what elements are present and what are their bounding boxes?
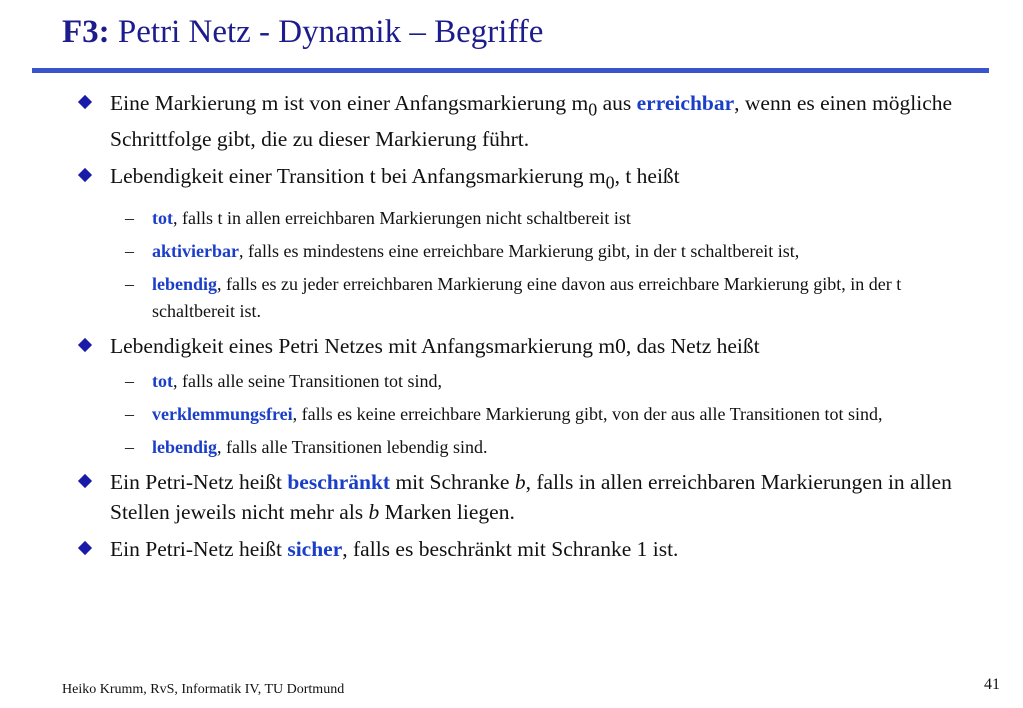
diamond-bullet-icon (78, 338, 92, 352)
bullet-list (0, 88, 1023, 571)
bullet-item (110, 161, 983, 197)
bullet-item (110, 331, 983, 361)
bullet-text: , falls t in allen erreichbaren Markierungen nicht schaltbereit ist (173, 207, 631, 228)
sub-bullet-item (125, 434, 983, 461)
sub-bullet-item (125, 401, 983, 428)
keyword-term: beschränkt (287, 469, 391, 494)
bullet-text: , falls es mindestens eine erreichbare Markierung gibt, in der t schaltbereit ist, (239, 240, 800, 261)
bullet-item (110, 534, 983, 564)
bullet-text: , falls es zu jeder erreichbaren Markierung eine davon aus erreichbare Markierung gibt, in der t schaltbereit ist. (152, 273, 902, 321)
bullet-text: , t heißt (614, 164, 680, 189)
sub-bullet-item (125, 205, 983, 232)
keyword-term: lebendig (152, 273, 218, 294)
diamond-bullet-icon (78, 541, 92, 555)
keyword-term: sicher (287, 536, 343, 561)
sub-bullet-item (125, 368, 983, 395)
bullet-text: b (368, 499, 380, 524)
bullet-item (110, 88, 983, 154)
bullet-text: Ein Petri-Netz heißt (110, 536, 288, 561)
dash-bullet: – (125, 370, 134, 391)
keyword-term: erreichbar (636, 91, 735, 115)
title-text: Petri Netz - Dynamik – Begriffe (117, 14, 544, 50)
page-number: 41 (984, 676, 1000, 693)
dash-bullet: – (125, 207, 134, 228)
sub-bullet-item (125, 238, 983, 265)
bullet-text: , falls in allen erreichbaren Markierungen in allen Stellen jeweils nicht mehr als (110, 469, 952, 524)
bullet-text: mit Schranke (390, 469, 515, 494)
bullet-text: , falls alle seine Transitionen tot sind, (173, 370, 442, 391)
dash-bullet: – (125, 240, 134, 261)
title-prefix: F3: (62, 14, 110, 50)
subscript: 0 (588, 99, 598, 120)
diamond-bullet-icon (78, 168, 92, 182)
bullet-text: , falls es keine erreichbare Markierung gibt, von der aus alle Transitionen tot sind, (292, 403, 883, 424)
slide-title (62, 14, 543, 51)
sub-bullet-item (125, 271, 983, 325)
keyword-term: tot (152, 370, 173, 391)
bullet-text: Marken liegen. (379, 499, 515, 524)
bullet-item (110, 467, 983, 527)
bullet-text: Lebendigkeit eines Petri Netzes mit Anfangsmarkierung m0, das Netz heißt (110, 333, 760, 358)
bullet-text: , wenn es einen mögliche Schrittfolge gibt, die zu dieser Markierung führt. (110, 91, 953, 152)
keyword-term: tot (152, 207, 173, 228)
dash-bullet: – (125, 273, 134, 294)
bullet-text: Ein Petri-Netz heißt (110, 469, 288, 494)
keyword-term: aktivierbar (152, 240, 239, 261)
bullet-text: b (514, 469, 526, 494)
keyword-term: verklemmungsfrei (152, 403, 293, 424)
title-underline (32, 68, 989, 73)
bullet-text: Lebendigkeit einer Transition t bei Anfangsmarkierung m (110, 164, 606, 189)
diamond-bullet-icon (78, 474, 92, 488)
bullet-text: , falls es beschränkt mit Schranke 1 ist. (342, 536, 679, 561)
bullet-text: Eine Markierung m ist von einer Anfangsmarkierung m (110, 91, 589, 115)
dash-bullet: – (125, 436, 134, 457)
bullet-text: , falls alle Transitionen lebendig sind. (217, 436, 488, 457)
keyword-term: lebendig (152, 436, 218, 457)
dash-bullet: – (125, 403, 134, 424)
footer-author: Heiko Krumm, RvS, Informatik IV, TU Dortmund (62, 682, 345, 697)
subscript: 0 (605, 172, 615, 193)
diamond-bullet-icon (78, 95, 92, 109)
bullet-text: aus (597, 91, 637, 115)
